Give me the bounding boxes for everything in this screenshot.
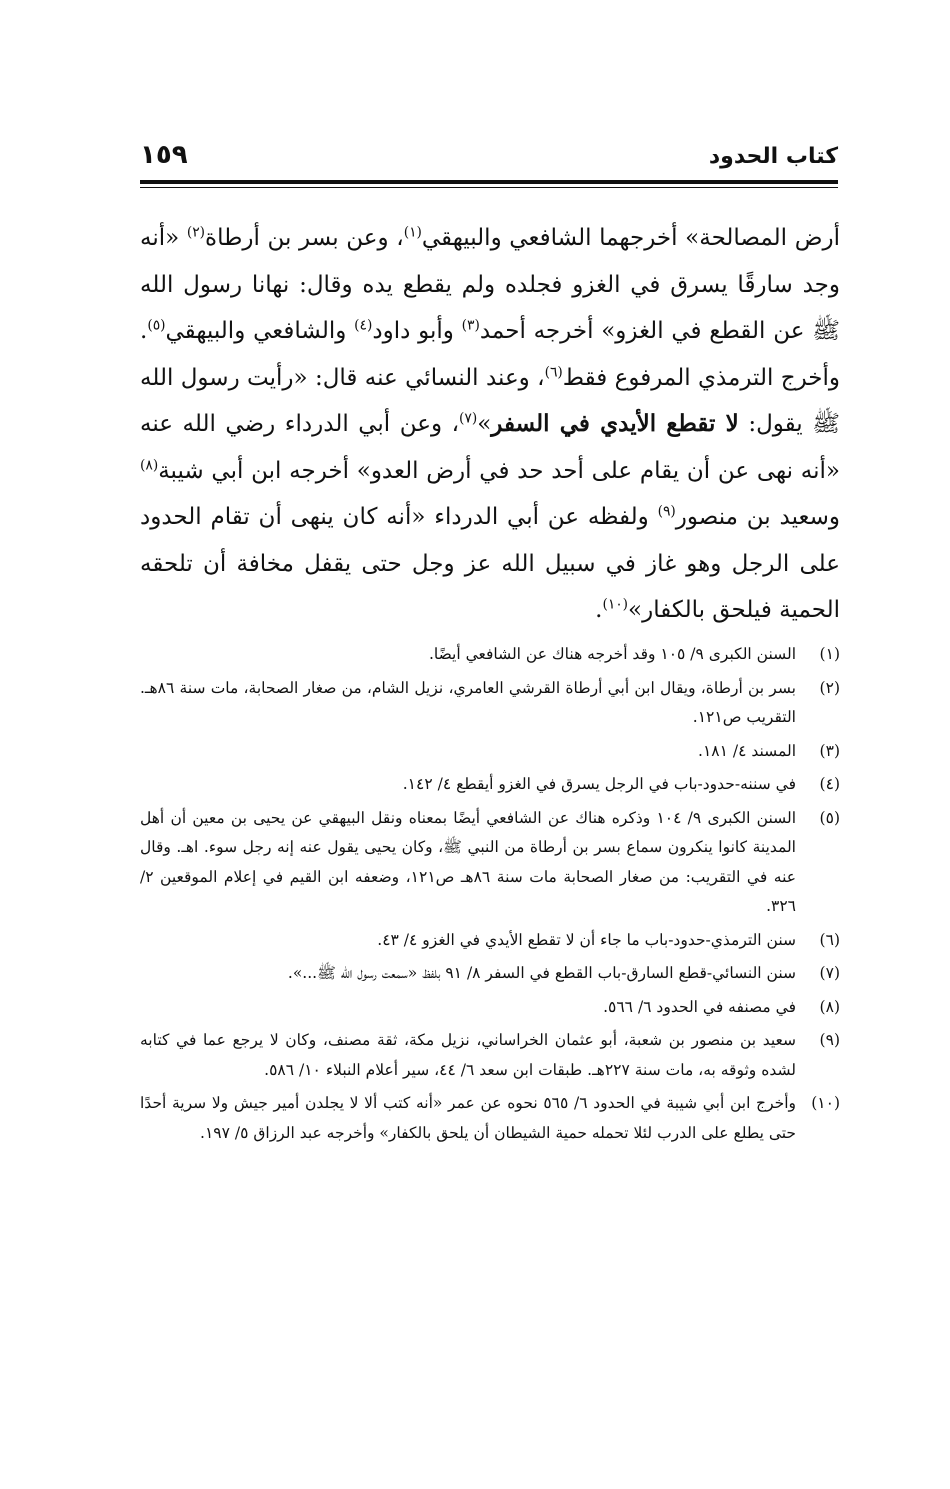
text-run: وأبو داود <box>372 318 462 344</box>
text-run: ، وعند النسائي عنه قال: «رأيت رسول الله ﷺ يقول: <box>140 364 840 437</box>
footnote-4 <box>140 770 840 800</box>
footnote-text: في مصنفه في الحدود ٦/ ٥٦٦. <box>603 997 796 1016</box>
footnote-ref-9[interactable]: (٩) <box>657 503 676 520</box>
footnote-number: (٤) <box>819 775 840 793</box>
footnote-number: (٩) <box>819 1031 840 1049</box>
footnote-3 <box>140 737 840 767</box>
chapter-title: كتاب الحدود <box>708 144 838 169</box>
footnote-ref-8[interactable]: (٨) <box>140 456 159 473</box>
footnote-8 <box>140 993 840 1023</box>
footnote-text: سنن الترمذي-حدود-باب ما جاء أن لا تقطع الأيدي في الغزو ٤/ ٤٣. <box>377 930 796 949</box>
footnote-number: (١٠) <box>811 1094 840 1112</box>
footnote-ref-1[interactable]: (١) <box>403 224 422 241</box>
footnote-text: المسند ٤/ ١٨١. <box>698 741 796 760</box>
footnote-ref-5[interactable]: (٥) <box>147 317 166 334</box>
footnote-number: (١) <box>819 645 840 663</box>
footnote-6 <box>140 926 840 956</box>
footnote-5 <box>140 804 840 922</box>
footnote-number: (٦) <box>819 930 840 949</box>
text-run: «أنه وجد سارقًا يسرق في الغزو فجلده ولم يقطع يده وقال: نهانا رسول الله ﷺ عن القطع في الغزو» أخرجه أحمد <box>140 225 840 344</box>
text-run: . <box>595 597 603 623</box>
footnote-text: في سننه-حدود-باب في الرجل يسرق في الغزو أيقطع ٤/ ١٤٢. <box>402 775 796 793</box>
footnote-2 <box>140 674 840 733</box>
footnote-text: السنن الكبرى ٩/ ١٠٤ وذكره هناك عن الشافعي أيضًا بمعناه ونقل البيهقي عن يحيى بن معين أن أهل المدينة كانوا ينكرون سماع بسر بن أرطاة من النبي ﷺ، وكان يحيى يقول عنه إنه رجل سوء. اهـ. وقال عنه في التقريب: من صغار الصحابة مات سنة ٨٦هـ ص١٢١، وضعفه ابن القيم في إعلام الموقعين ٢/ ٣٢٦. <box>140 808 797 915</box>
header-rule-thick <box>140 180 838 184</box>
footnote-7 <box>140 959 840 989</box>
main-text <box>140 215 840 634</box>
text-run: والشافعي والبيهقي <box>165 318 355 344</box>
footnote-ref-6[interactable]: (٦) <box>544 363 563 380</box>
text-run: » <box>477 411 492 437</box>
hadith-quote-bold: لا تقطع الأيدي في السفر <box>491 410 739 437</box>
text-run: أرض المصالحة» أخرجهما الشافعي والبيهقي <box>421 225 841 251</box>
footnote-number: (٧) <box>819 964 840 982</box>
footnotes-section <box>140 640 840 1152</box>
footnote-number: (٢) <box>819 678 840 697</box>
text-run: . وأخرج الترمذي المرفوع فقط <box>140 318 840 391</box>
page-number: ١٥٩ <box>140 140 188 170</box>
footnote-ref-4[interactable]: (٤) <box>354 317 373 334</box>
footnote-ref-7[interactable]: (٧) <box>459 410 478 427</box>
text-run: ولفظه عن أبي الدرداء «أنه كان ينهى أن تقام الحدود على الرجل وهو غاز في سبيل الله عز وجل حتى يقفل مخافة أن تلحقه الحمية فيلحق بالكفار» <box>140 504 840 623</box>
footnote-9 <box>140 1026 840 1085</box>
footnote-number: (٥) <box>819 808 840 827</box>
footnote-ref-10[interactable]: (١٠) <box>602 596 629 613</box>
footnote-number: (٨) <box>819 997 840 1016</box>
text-run: ، وعن بسر بن أرطاة <box>205 225 404 251</box>
text-run: ، وعن أبي الدرداء رضي الله عنه «أنه نهى عن أن يقام على أحد حد في أرض العدو» أخرجه ابن أبي شيبة <box>140 411 840 484</box>
text-run: وسعيد بن منصور <box>675 504 840 530</box>
running-header <box>140 140 838 176</box>
footnote-ref-3[interactable]: (٣) <box>461 317 480 334</box>
footnote-ref-2[interactable]: (٢) <box>186 224 206 241</box>
footnote-text: السنن الكبرى ٩/ ١٠٥ وقد أخرجه هناك عن الشافعي أيضًا. <box>428 645 796 663</box>
header-rule-thin <box>140 187 838 188</box>
footnote-number: (٣) <box>819 741 840 760</box>
footnote-text: سعيد بن منصور بن شعبة، أبو عثمان الخراساني، نزيل مكة، ثقة مصنف، وكان لا يرجع عما في كتابه لشده وثوقه به، مات سنة ٢٢٧هـ. طبقات ابن سعد ٦/ ٤٤، سير أعلام النبلاء ١٠/ ٥٨٦. <box>140 1031 796 1079</box>
footnote-10 <box>140 1089 840 1148</box>
footnote-text: وأخرج ابن أبي شيبة في الحدود ٦/ ٥٦٥ نحوه عن عمر «أنه كتب ألا لا يجلدن أمير جيش ولا سرية أحدًا حتى يطلع على الدرب لئلا تحمله حمية الشيطان أن يلحق بالكفار» وأخرجه عبد الرزاق ٥/ ١٩٧. <box>140 1094 796 1142</box>
footnote-1 <box>140 640 840 670</box>
footnote-text: بسر بن أرطاة، ويقال ابن أبي أرطاة القرشي العامري، نزيل الشام، من صغار الصحابة، مات سنة ٨٦هـ. التقريب ص١٢١. <box>140 678 796 726</box>
footnote-text: سنن النسائي-قطع السارق-باب القطع في السفر ٨/ ٩١ بلفظ «سمعت رسول الله ﷺ...». <box>287 964 796 982</box>
